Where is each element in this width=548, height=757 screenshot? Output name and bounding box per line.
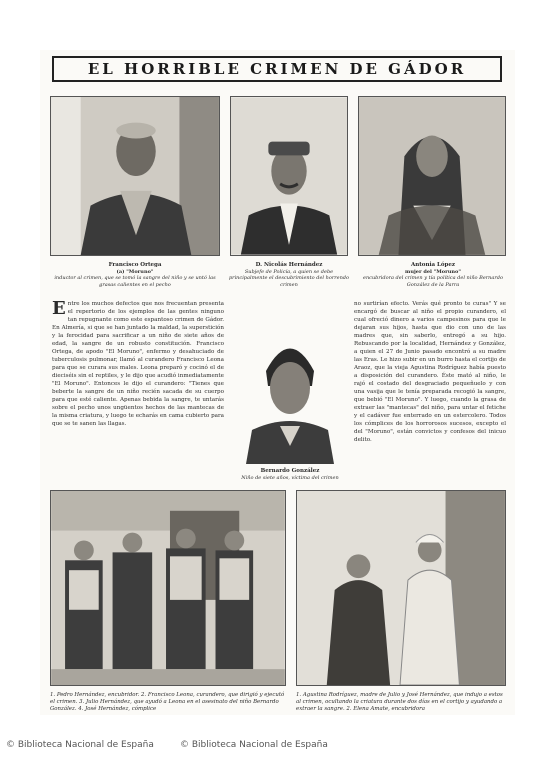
- portrait-bernardo-image: [236, 326, 344, 464]
- caption-name: Antonia López: [410, 262, 456, 268]
- caption-desc: Subjefe de Policía, a quien se debe principalmente el descubrimiento del horrendo crimen: [228, 268, 350, 288]
- caption-name: Bernardo González: [260, 468, 320, 474]
- caption-desc: encubridora del crimen y tía política del niño Bernardo González de la Parra: [362, 275, 503, 288]
- caption-alias: (a) "Moruno": [116, 268, 154, 275]
- caption-group-men-text: 1. Pedro Hernández, encubridor. 2. Francisco Leona, curandero, que dirigió y ejecutó el crimen. 3. Julio Hernández, que ayudó a Leona en el asesinato del niño Bernardo González. 4. José Hernández, cómplice: [50, 692, 285, 712]
- caption-alias: mujer del "Moruno": [405, 268, 461, 275]
- article-col2-text: no surtirían efecto. Verás qué pronto te curas" Y se encargó de buscar al niño el propio curandero, el cual ofreció dinero a varios campesinos para que le dejaran sus hijos, hasta que dio con uno de las madres que, sin saberlo, entregó a su hijo. Rebuscando por la localidad, Hernández y González, a quien el 27 de Junio pasado encontró a su madre las Eras. Le hizo subir en un burro hasta el cortijo de Araoz, que la vieja Agustina Rodríguez había puesto a disposición del curandero. Éste mató al niño, le rajó el costado del desgraciado pequeñuelo y con una vasija que le tenía preparada recogió la sangre, que bebió "El Moruno". Y luego, cuando la grasa de extraer las "mantecas" del niño, para untar el fetiche y el cadáver fue enterrado en un estercolero. Todos los cómplices de los horrorosos sucesos, excepto el del "Moruno", están convictos y confesos del inicuo delito.: [354, 301, 506, 443]
- newspaper-page: [40, 50, 515, 715]
- caption-hernandez: [228, 262, 350, 288]
- portrait-ortega-image: [51, 97, 219, 255]
- footer-credit-right: © Biblioteca Nacional de España: [180, 740, 328, 750]
- caption-name: Francisco Ortega: [108, 262, 162, 268]
- group-photo-women: [296, 490, 506, 686]
- drop-cap: E: [52, 300, 66, 319]
- portrait-photo-hernandez: [230, 96, 348, 256]
- caption-desc: inductor al crimen, que se tomó la sangre del niño y se untó las grasas calientes en el pecho: [54, 275, 216, 288]
- article-column-2: [354, 300, 506, 490]
- caption-lopez: [358, 262, 508, 288]
- caption-desc: Niño de siete años, víctima del crimen: [241, 474, 339, 481]
- portrait-photo-bernardo: [236, 326, 344, 464]
- caption-bernardo: [236, 468, 344, 481]
- group-men-image: [51, 491, 285, 685]
- portrait-hernandez-image: [231, 97, 347, 255]
- footer-credit-left: © Biblioteca Nacional de España: [6, 740, 154, 750]
- portrait-photo-lopez: [358, 96, 506, 256]
- group-women-image: [297, 491, 505, 685]
- article-column-1: [52, 300, 224, 490]
- article-col1-text: ntre los muchos defectos que nos frecuentan presenta el repertorio de los ejemplos de las gentes ninguno tan repugnante como este espantoso crimen de Gádor. En Almería, si que se han juntado la maldad, la superstición y la ferocidad para sacrificar a un niño de siete años de edad, la sangre de un robusto constitución. Francisco Ortega, de apodo "El Moruno", enfermo y desahuciado de tuberculosis pulmonar, llamó al curandero Francisco Leona para que se curara sus males. Leona preparó y cocinó el de dieciséis sin el reptiles, y le dijo que acudió inmediatamente "El Moruno". Entonces le dijo el curandero: "Tienes que beberte la sangre de un niño recién sacada de su cuerpo para que esté caliente. Apenas bebida la sangre, te untarás sobre el pecho unos ungüentos hechos de las mantecas de la misma criatura, y luego te echarás en cama cubierto para que se te sanen las llagas.: [52, 301, 224, 427]
- caption-group-women-text: 1. Agustina Rodríguez, madre de Julio y José Hernández, que indujo a estos al crimen, ocultando la criatura durante dos días en el cortijo y ayudando a extraer la sangre. 2. Elena Amate, encubridora: [296, 692, 503, 712]
- caption-group-women: [296, 692, 506, 713]
- caption-ortega: [52, 262, 218, 288]
- portrait-photo-ortega: [50, 96, 220, 256]
- portrait-lopez-image: [359, 97, 505, 255]
- page-title: EL HORRIBLE CRIMEN DE GÁDOR: [52, 56, 502, 82]
- caption-group-men: [50, 692, 286, 713]
- caption-name: D. Nicolás Hernández: [255, 262, 323, 268]
- group-photo-men: [50, 490, 286, 686]
